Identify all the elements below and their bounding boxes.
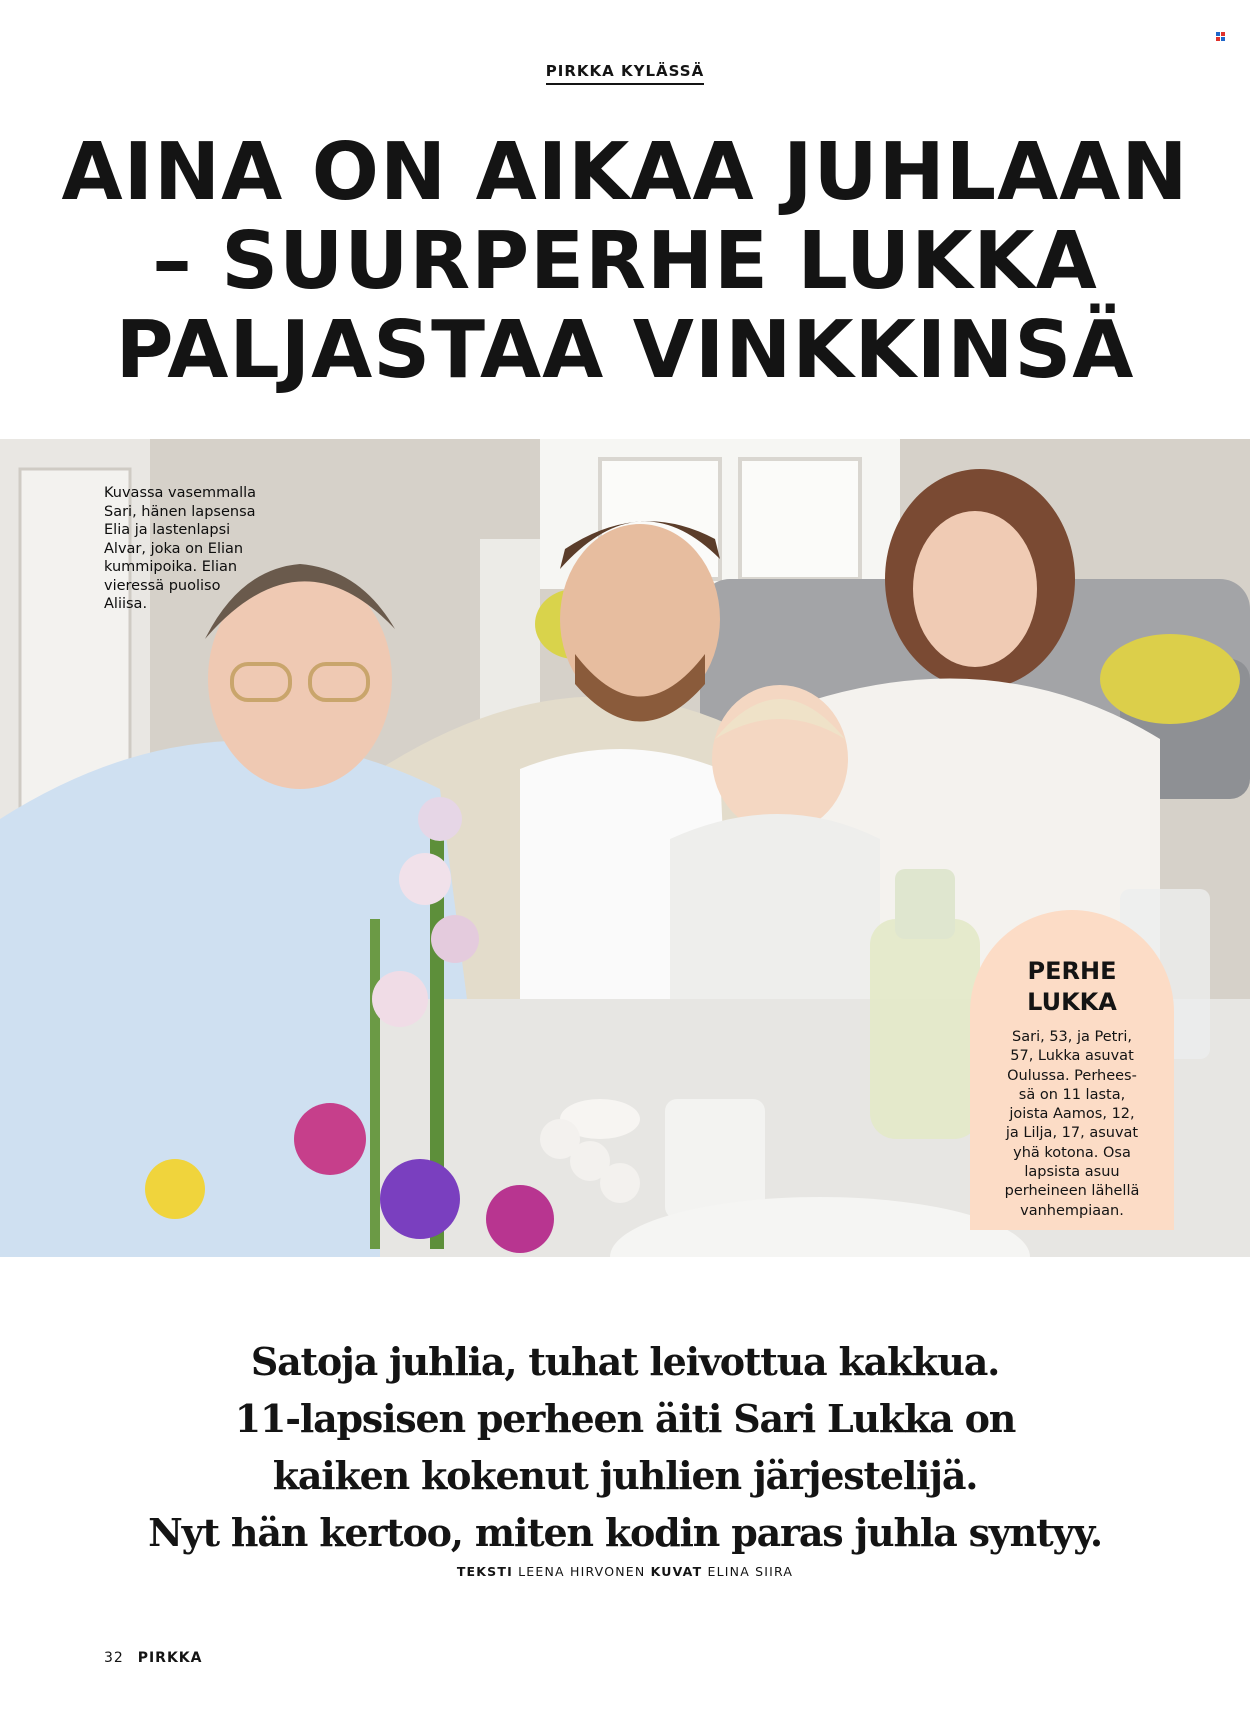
credit-photo-name: ELINA SIIRA: [707, 1564, 794, 1579]
caption-line: Kuvassa vasemmalla: [104, 485, 257, 501]
lede-paragraph: [100, 1333, 1150, 1561]
headline-line: PALJASTAA VINKKINSÄ: [115, 304, 1135, 396]
photo-caption: [104, 484, 294, 614]
infobox-line: joista Aamos, 12,: [1009, 1106, 1135, 1123]
lede-line: Nyt hän kertoo, miten kodin paras juhla syntyy.: [148, 1510, 1102, 1555]
lede-line: kaiken kokenut juhlien järjestelijä.: [272, 1453, 978, 1498]
corner-mark-icon: [1216, 32, 1226, 42]
infobox-title-line: PERHE: [1027, 957, 1117, 985]
section-label-text: PIRKKA KYLÄSSÄ: [546, 62, 704, 85]
section-label: [0, 62, 1250, 85]
headline-line: – SUURPERHE LUKKA: [152, 215, 1098, 307]
credit-text-label: TEKSTI: [456, 1564, 513, 1579]
caption-line: vieressä puoliso: [104, 577, 221, 594]
page-footer: [104, 1650, 203, 1666]
infobox-line: 57, Lukka asuvat: [1010, 1048, 1134, 1065]
magazine-name: PIRKKA: [137, 1650, 203, 1666]
infobox-body: [970, 1028, 1174, 1221]
infobox-line: yhä kotona. Osa: [1013, 1144, 1131, 1161]
infobox-line: Oulussa. Perhees-: [1007, 1067, 1137, 1084]
infobox-line: sä on 11 lasta,: [1018, 1086, 1126, 1103]
caption-line: kummipoika. Elian: [104, 559, 238, 575]
caption-line: Alvar, joka on Elian: [104, 540, 244, 557]
infobox-line: perheineen lähellä: [1004, 1183, 1140, 1200]
infobox-line: vanhempiaan.: [1020, 1202, 1124, 1219]
lede-line: 11-lapsisen perheen äiti Sari Lukka on: [234, 1396, 1016, 1441]
lede-line: Satoja juhlia, tuhat leivottua kakkua.: [250, 1339, 1000, 1384]
caption-line: Sari, hänen lapsensa: [104, 503, 256, 520]
caption-line: Elia ja lastenlapsi: [104, 522, 231, 538]
headline-line: AINA ON AIKAA JUHLAAN: [61, 126, 1189, 218]
credit-text-name: LEENA HIRVONEN: [518, 1564, 646, 1579]
infobox-line: Sari, 53, ja Petri,: [1012, 1029, 1132, 1045]
infobox-line: ja Lilja, 17, asuvat: [1005, 1125, 1139, 1142]
family-infobox: [970, 910, 1174, 1230]
infobox-title: [970, 956, 1174, 1018]
credit-photo-label: KUVAT: [650, 1564, 703, 1579]
byline-credits: [0, 1564, 1250, 1579]
page-number: 32: [104, 1650, 124, 1666]
infobox-title-line: LUKKA: [1027, 988, 1117, 1016]
headline: [60, 128, 1190, 395]
infobox-line: lapsista asuu: [1024, 1164, 1120, 1181]
caption-line: Aliisa.: [104, 596, 148, 612]
